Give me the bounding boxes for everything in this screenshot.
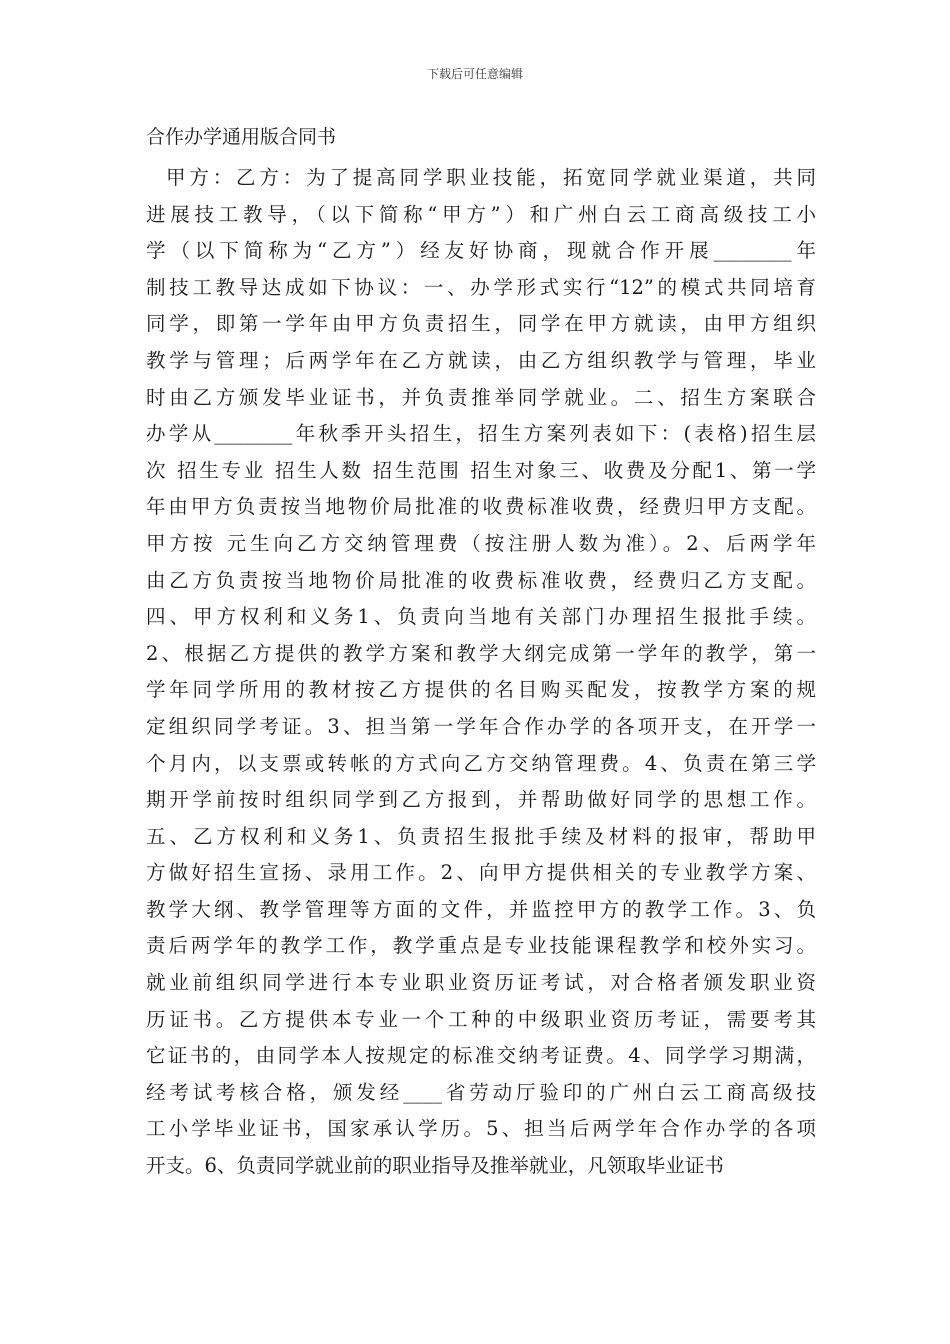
body-line: 经考试考核合格，颁发经____省劳动厅验印的广州白云工商高级技 (146, 1080, 816, 1104)
body-line: 责后两学年的教学工作，教学重点是专业技能课程教学和校外实习。 (146, 934, 816, 958)
body-line: 由乙方负责按当地物价局批准的收费标准收费，经费归乙方支配。 (146, 568, 816, 592)
body-line: 年由甲方负责按当地物价局批准的收费标准收费，经费归甲方支配。 (146, 495, 816, 519)
body-line: 办学从________年秋季开头招生，招生方案列表如下：(表格)招生层 (146, 422, 816, 446)
body-line: 学（以下简称为“乙方”）经友好协商，现就合作开展________年 (146, 239, 816, 263)
body-line: 制技工教导达成如下协议：一、办学形式实行“12”的模式共同培育 (146, 275, 816, 299)
body-line: 就业前组织同学进行本专业职业资历证考试，对合格者颁发职业资 (146, 971, 816, 995)
body-line: 个月内，以支票或转帐的方式向乙方交纳管理费。4、负责在第三学 (146, 751, 816, 775)
body-line: 方做好招生宣扬、录用工作。2、向甲方提供相关的专业教学方案、 (146, 861, 816, 885)
body-line: 甲方按 元生向乙方交纳管理费（按注册人数为准）。2、后两学年 (146, 531, 816, 555)
body-line: 定组织同学考证。3、担当第一学年合作办学的各项开支，在开学一 (146, 714, 816, 738)
body-line: 进展技工教导，（以下简称“甲方”）和广州白云工商高级技工小 (146, 202, 816, 226)
document-title: 合作办学通用版合同书 (146, 126, 337, 148)
body-line: 同学，即第一学年由甲方负责招生，同学在甲方就读，由甲方组织 (146, 312, 816, 336)
page-header-note: 下载后可任意编辑 (426, 67, 523, 81)
body-line: 甲方：乙方：为了提高同学职业技能，拓宽同学就业渠道，共同 (166, 166, 816, 189)
body-line: 时由乙方颁发毕业证书，并负责推举同学就业。二、招生方案联合 (146, 385, 816, 409)
body-line: 五、乙方权利和义务1、负责招生报批手续及材料的报审，帮助甲 (146, 824, 816, 848)
body-line: 它证书的，由同学本人按规定的标准交纳考证费。4、同学学习期满， (146, 1044, 816, 1068)
body-line: 四、甲方权利和义务1、负责向当地有关部门办理招生报批手续。 (146, 605, 816, 629)
body-line: 学年同学所用的教材按乙方提供的名目购买配发，按教学方案的规 (146, 678, 816, 702)
document-body (146, 160, 816, 1185)
body-line: 工小学毕业证书，国家承认学历。5、担当后两学年合作办学的各项 (146, 1117, 816, 1141)
body-line: 历证书。乙方提供本专业一个工种的中级职业资历考证，需要考其 (146, 1007, 816, 1031)
body-line: 期开学前按时组织同学到乙方报到，并帮助做好同学的思想工作。 (146, 788, 816, 812)
body-line: 教学大纲、教学管理等方面的文件，并监控甲方的教学工作。3、负 (146, 897, 816, 921)
body-line: 教学与管理；后两学年在乙方就读，由乙方组织教学与管理，毕业 (146, 348, 816, 372)
body-line: 次 招生专业 招生人数 招生范围 招生对象三、收费及分配1、第一学 (146, 458, 816, 482)
body-line: 开支。6、负责同学就业前的职业指导及推举就业，凡领取毕业证书 (146, 1154, 724, 1178)
body-line: 2、根据乙方提供的教学方案和教学大纲完成第一学年的教学，第一 (146, 641, 816, 665)
